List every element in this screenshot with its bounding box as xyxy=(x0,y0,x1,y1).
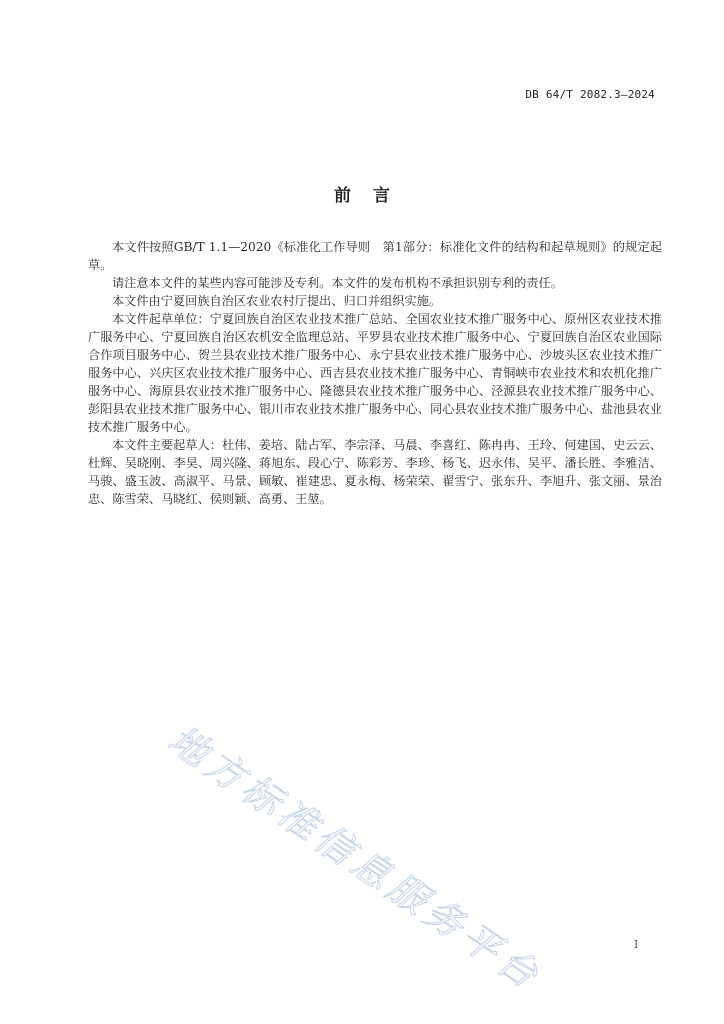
paragraph-drafting-basis: 本文件按照GB/T 1.1—2020《标准化工作导则 第1部分：标准化文件的结构和起草规则》的规定起草。 xyxy=(88,240,662,272)
page-title-part2: 言 xyxy=(373,186,390,206)
paragraph-patent-notice: 请注意本文件的某些内容可能涉及专利。本文件的发布机构不承担识别专利的责任。 xyxy=(112,276,563,290)
paragraph-proposer: 本文件由宁夏回族自治区农业农村厅提出、归口并组织实施。 xyxy=(112,294,442,308)
watermark: 地方标准信息服务平台 xyxy=(160,717,551,1000)
page-title-part1: 前 xyxy=(334,186,351,206)
page-title xyxy=(0,181,724,206)
standard-code: DB 64/T 2082.3—2024 xyxy=(525,88,655,101)
paragraph-drafters: 本文件主要起草人：杜伟、姜培、陆占军、李宗泽、马晨、李喜红、陈冉冉、王玲、何建国、史云云、杜辉、吴晓刚、李昊、周兴隆、蒋旭东、段心宁、陈彩芳、李珍、杨飞、迟永伟、吴平、潘长胜、李雅洁、马骏、盛玉波、高淑平、马景、顾敏、崔建忠、夏永梅、杨荣荣、翟雪宁、张东升、李旭升、张文丽、景治忠、陈雪荣、马晓红、侯则颖、高勇、王堃。 xyxy=(88,438,662,506)
paragraph-drafting-units: 本文件起草单位：宁夏回族自治区农业技术推广总站、全国农业技术推广服务中心、原州区农业技术推广服务中心、宁夏回族自治区农机安全监理总站、平罗县农业技术推广服务中心、宁夏回族自治区农业国际合作项目服务中心、贺兰县农业技术推广服务中心、永宁县农业技术推广服务中心、沙坡头区农业技术推广服务中心、兴庆区农业技术推广服务中心、西吉县农业技术推广服务中心、青铜峡市农业技术和农机化推广服务中心、海原县农业技术推广服务中心、隆德县农业技术推广服务中心、泾源县农业技术推广服务中心、彭阳县农业技术推广服务中心、银川市农业技术推广服务中心、同心县农业技术推广服务中心、盐池县农业技术推广服务中心。 xyxy=(88,312,662,434)
foreword-body xyxy=(88,238,662,508)
page-number: I xyxy=(634,938,639,951)
